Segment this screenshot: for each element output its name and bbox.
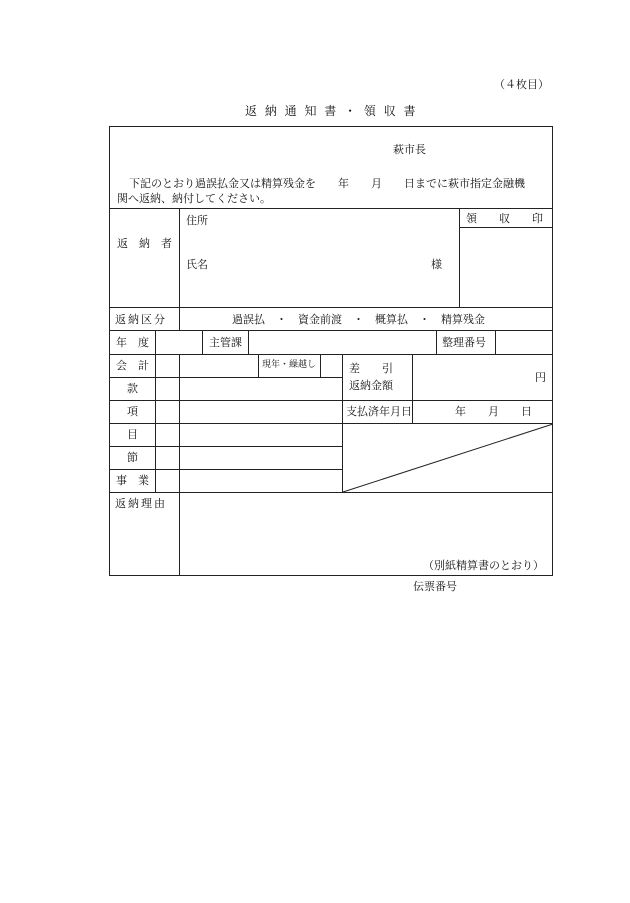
rule-payer-label-col xyxy=(179,208,180,307)
rule-setsu-bottom xyxy=(109,469,342,470)
name-label: 氏名 xyxy=(186,258,208,271)
rule-kan-bottom xyxy=(109,400,553,401)
rule-dept-label-right xyxy=(248,330,249,354)
diagonal-strike xyxy=(342,423,554,493)
page-number: （４枚目） xyxy=(494,78,549,91)
kan-label: 款 xyxy=(127,382,138,395)
rule-category-bottom xyxy=(109,330,553,331)
project-label: 事 業 xyxy=(116,474,149,487)
slip-number-label: 伝票番号 xyxy=(413,580,457,593)
reference-number-label: 整理番号 xyxy=(442,336,486,349)
rule-stamp-col xyxy=(459,208,460,307)
accounting-label: 会 計 xyxy=(116,359,149,372)
rule-label-col xyxy=(155,330,156,493)
current-carryover-label: 現年・繰越し xyxy=(262,360,317,370)
reason-label: 返納理由 xyxy=(115,497,167,510)
address-label: 住所 xyxy=(186,214,208,227)
notice-line-1: 下記のとおり過誤払金又は精算残金を 年 月 日までに萩市指定金融機 xyxy=(129,177,525,190)
payment-date-value: 年 月 日 xyxy=(455,405,532,418)
rule-year-bottom xyxy=(109,354,553,355)
rule-stamp-header xyxy=(459,227,553,228)
addressee: 萩市長 xyxy=(393,143,426,156)
payment-date-label: 支払済年月日 xyxy=(346,405,412,418)
fiscal-year-label: 年 度 xyxy=(116,336,149,349)
rule-carryover-right xyxy=(320,354,321,377)
reason-note: （別紙精算書のとおり） xyxy=(423,559,544,572)
rule-refnum-label-right xyxy=(495,330,496,354)
yen-label: 円 xyxy=(535,371,546,384)
rule-payer-bottom xyxy=(109,307,553,308)
return-amount-label: 返納金額 xyxy=(349,379,393,392)
receipt-stamp-label: 領 収 印 xyxy=(466,212,543,225)
rule-category-col xyxy=(179,307,180,330)
rule-amount-col xyxy=(412,354,413,423)
moku-label: 目 xyxy=(127,428,138,441)
document-title: 返 納 通 知 書 ・ 領 収 書 xyxy=(245,104,418,118)
rule-accounting-bottom xyxy=(109,377,342,378)
rule-year-value-right xyxy=(202,330,203,354)
notice-line-2: 関へ返納、納付してください。 xyxy=(117,192,271,205)
payer-header: 返 納 者 xyxy=(117,237,172,250)
rule-carryover-left xyxy=(258,354,259,377)
category-label: 返納区分 xyxy=(115,313,167,326)
rule-value-col xyxy=(179,354,180,576)
kou-label: 項 xyxy=(127,405,138,418)
rule-payer-top xyxy=(109,208,553,209)
difference-label: 差 引 xyxy=(349,362,393,375)
rule-moku-bottom xyxy=(109,446,342,447)
setsu-label: 節 xyxy=(127,451,138,464)
rule-dept-value-right xyxy=(436,330,437,354)
category-options: 過誤払 ・ 資金前渡 ・ 概算払 ・ 精算残金 xyxy=(232,313,485,326)
honorific: 様 xyxy=(431,258,442,271)
department-label: 主管課 xyxy=(209,336,242,349)
